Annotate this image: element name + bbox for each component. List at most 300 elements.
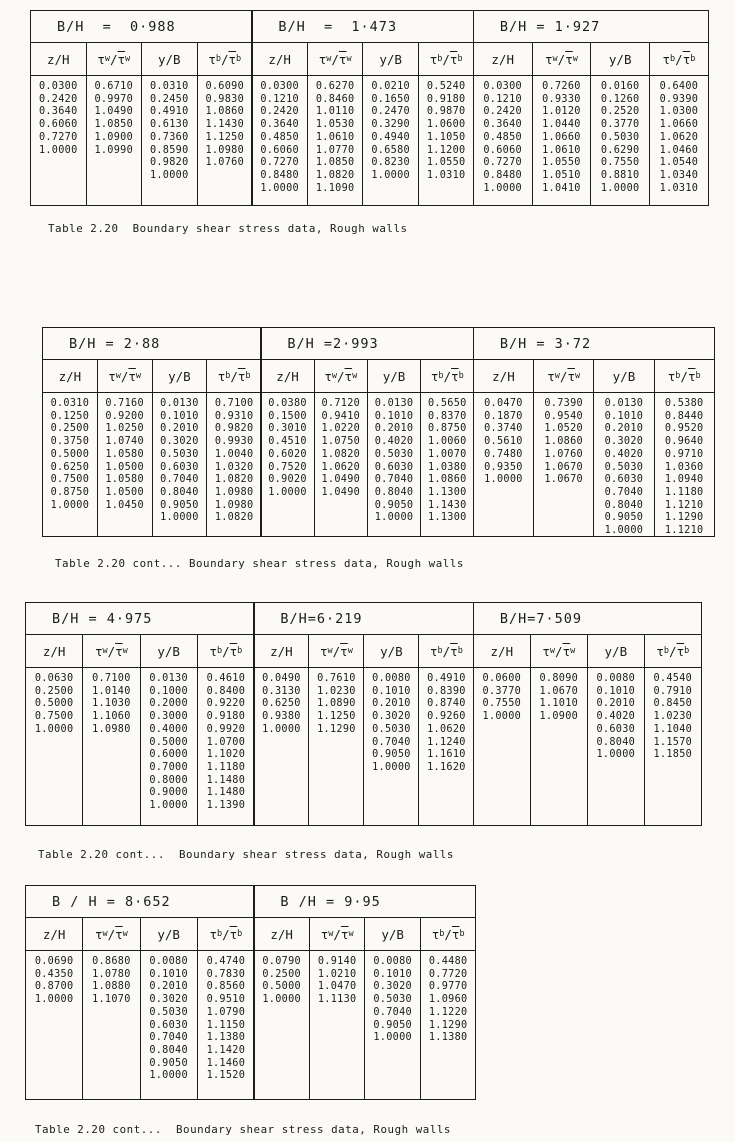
bh-ratio-header: B / H = 8·652 xyxy=(26,886,254,918)
value-cell: 1.1040 xyxy=(653,723,693,735)
value-cell: 0.8750 xyxy=(427,423,467,435)
column-header: τ w / $\overline{\tau}$ w xyxy=(310,918,365,951)
value-cell: 1.0000 xyxy=(260,182,299,194)
table-caption: Table 2.20 Boundary shear stress data, Rough walls xyxy=(48,221,408,235)
table-column xyxy=(363,43,419,205)
column-header-text: τ xyxy=(319,643,328,659)
value-list xyxy=(252,76,307,195)
value-cell: 1.0000 xyxy=(371,169,410,181)
column-header: τ b / $\overline{\tau}$ b xyxy=(198,43,253,76)
column-header-text: τ xyxy=(320,926,329,942)
value-cell: 0.5030 xyxy=(149,1006,188,1018)
table-column xyxy=(421,360,473,536)
value-cell: 0.7040 xyxy=(373,1006,412,1018)
value-cell: 1.1620 xyxy=(427,761,466,773)
column-header-text: $\overline{\tau}$ xyxy=(115,643,123,659)
value-cell: 0.7270 xyxy=(260,157,299,169)
value-cell: 1.0670 xyxy=(544,461,583,473)
table-group-bh-288-2993-372 xyxy=(42,327,718,537)
column-header-text: / xyxy=(109,51,118,67)
value-cell: 0.5030 xyxy=(372,723,411,735)
value-cell: 1.0000 xyxy=(373,1032,412,1044)
value-cell: 1.0760 xyxy=(205,157,245,169)
column-header-text: / xyxy=(442,643,451,659)
value-cell: 1.0740 xyxy=(105,436,144,448)
value-cell: 1.0510 xyxy=(542,169,581,181)
column-header-text: τ xyxy=(94,926,103,942)
column-header-text: τ xyxy=(656,643,664,659)
subtable-body xyxy=(26,635,254,825)
value-cell: 0.6580 xyxy=(371,144,410,156)
value-cell: 0.7040 xyxy=(372,736,411,748)
value-cell: 1.0750 xyxy=(321,436,361,448)
table-column xyxy=(308,43,364,205)
table-column xyxy=(26,635,83,825)
value-cell: 1.1610 xyxy=(427,749,466,761)
column-header-text: τ xyxy=(667,368,676,384)
column-header-text: / xyxy=(669,643,677,659)
value-cell: 0.8700 xyxy=(34,981,74,993)
bh-ratio-header: B/H = 3·72 xyxy=(474,328,714,360)
value-cell: 1.0620 xyxy=(427,723,466,735)
tables-row xyxy=(25,602,705,826)
bh-ratio-header: B /H = 9·95 xyxy=(254,886,475,918)
column-header-text: $\overline{\tau}$ xyxy=(565,51,573,67)
bh-ratio-header: B/H = 1·473 xyxy=(252,11,473,43)
value-cell: 0.5650 xyxy=(427,398,467,409)
column-header xyxy=(26,918,82,951)
value-cell: 0.9390 xyxy=(659,93,699,105)
value-cell: 0.5030 xyxy=(600,131,640,143)
value-cell: 1.0980 xyxy=(92,723,131,735)
column-header xyxy=(474,360,533,393)
bh-subtable xyxy=(473,602,702,826)
value-cell: 1.1520 xyxy=(206,1070,246,1082)
value-cell: 0.8440 xyxy=(664,410,704,422)
value-cell: 1.0820 xyxy=(214,512,254,524)
subtable-body xyxy=(26,918,254,1099)
value-cell: 0.2500 xyxy=(262,968,301,980)
value-cell: 0.0080 xyxy=(149,956,188,967)
value-cell: 0.7500 xyxy=(34,711,74,723)
value-list xyxy=(308,76,363,195)
value-cell: 1.0850 xyxy=(315,157,355,169)
column-header-text: z/H xyxy=(42,926,66,942)
column-header-text: τ xyxy=(429,51,438,67)
value-cell: 0.9410 xyxy=(321,410,361,422)
table-column xyxy=(474,360,534,536)
value-list xyxy=(198,668,254,813)
bh-subtable xyxy=(42,327,262,537)
value-cell: 0.9770 xyxy=(428,981,468,993)
column-header-text: / xyxy=(230,368,238,384)
table-column xyxy=(531,635,588,825)
value-list xyxy=(83,668,139,737)
column-header-text: / xyxy=(222,926,230,942)
value-list xyxy=(421,951,476,1045)
value-cell: 1.0230 xyxy=(653,711,693,723)
value-list xyxy=(26,668,82,737)
value-cell: 0.6030 xyxy=(604,474,644,486)
value-cell: 0.9920 xyxy=(206,723,246,735)
value-cell: 0.8400 xyxy=(206,685,246,697)
value-cell: 0.9350 xyxy=(484,461,523,473)
value-cell: 1.0660 xyxy=(659,119,699,131)
value-cell: 1.0900 xyxy=(539,711,579,723)
value-list xyxy=(591,76,649,195)
value-list xyxy=(594,393,653,538)
subtable-body xyxy=(474,360,714,536)
value-cell: 0.7610 xyxy=(317,673,356,684)
column-header-text: $\overline{\tau}$ xyxy=(451,926,460,942)
value-cell: 0.1010 xyxy=(374,410,414,422)
column-header-text: z/H xyxy=(492,368,515,384)
value-list xyxy=(474,393,533,487)
column-header: τ w / $\overline{\tau}$ w xyxy=(83,918,139,951)
value-cell: 1.1210 xyxy=(664,499,704,511)
value-cell: 1.1430 xyxy=(427,499,467,511)
value-cell: 1.0500 xyxy=(105,461,144,473)
value-cell: 0.0130 xyxy=(149,673,188,684)
value-cell: 0.6710 xyxy=(94,81,134,92)
value-cell: 0.7550 xyxy=(600,157,640,169)
value-cell: 1.0550 xyxy=(426,157,466,169)
value-cell: 0.2420 xyxy=(483,106,522,118)
value-cell: 0.0380 xyxy=(268,398,307,409)
subtable-body xyxy=(31,43,252,205)
value-cell: 0.1210 xyxy=(483,93,522,105)
column-header-text: $\overline{\tau}$ xyxy=(229,643,238,659)
value-cell: 0.7720 xyxy=(428,968,468,980)
value-cell: 0.6030 xyxy=(596,723,636,735)
value-cell: 1.0000 xyxy=(262,994,301,1006)
value-cell: 0.8090 xyxy=(539,673,579,684)
table-column xyxy=(252,43,308,205)
value-cell: 0.3020 xyxy=(604,436,644,448)
bh-subtable xyxy=(25,602,255,826)
value-cell: 1.0310 xyxy=(426,169,466,181)
column-header-text: z/H xyxy=(268,51,291,67)
value-cell: 0.6030 xyxy=(374,461,414,473)
value-cell: 0.3640 xyxy=(38,106,78,118)
value-cell: 0.4000 xyxy=(149,723,188,735)
column-header-text: / xyxy=(337,368,345,384)
value-cell: 1.0210 xyxy=(317,968,357,980)
value-cell: 0.7040 xyxy=(149,1032,188,1044)
value-cell: 0.0300 xyxy=(483,81,522,92)
value-cell: 1.0980 xyxy=(214,486,254,498)
value-cell: 0.9520 xyxy=(664,423,704,435)
value-list xyxy=(254,668,308,737)
subtable-body xyxy=(474,635,701,825)
column-header-text: y/B xyxy=(604,643,628,659)
value-cell: 0.8000 xyxy=(149,774,188,786)
value-cell: 1.0540 xyxy=(659,157,699,169)
column-header xyxy=(261,360,313,393)
value-list xyxy=(588,668,644,762)
value-cell: 1.0470 xyxy=(317,981,357,993)
value-cell: 0.7910 xyxy=(653,685,693,697)
column-header-text: τ xyxy=(97,51,105,67)
value-cell: 0.6060 xyxy=(483,144,522,156)
value-cell: 0.0080 xyxy=(373,956,412,967)
table-column xyxy=(83,635,140,825)
bh-subtable xyxy=(253,885,476,1100)
value-cell: 0.8390 xyxy=(427,685,466,697)
value-cell: 0.6060 xyxy=(260,144,299,156)
value-list xyxy=(198,76,253,170)
column-header-text: y/B xyxy=(612,368,636,384)
column-header-text: $\overline{\tau}$ xyxy=(562,643,571,659)
column-header xyxy=(363,43,418,76)
value-cell: 1.0410 xyxy=(542,182,581,194)
value-list xyxy=(645,668,701,762)
value-cell: 0.1870 xyxy=(484,410,523,422)
value-cell: 0.8810 xyxy=(600,169,640,181)
value-cell: 0.0210 xyxy=(371,81,410,92)
value-cell: 0.7360 xyxy=(149,131,189,143)
subtable-body xyxy=(254,918,475,1099)
column-header xyxy=(591,43,649,76)
column-header xyxy=(26,635,82,668)
value-list xyxy=(531,668,587,724)
column-header-text: $\overline{\tau}$ xyxy=(229,926,238,942)
value-cell: 0.8040 xyxy=(160,486,199,498)
table-caption: Table 2.20 cont... Boundary shear stress data, Rough walls xyxy=(55,556,464,570)
value-cell: 0.3290 xyxy=(371,119,410,131)
value-cell: 0.9510 xyxy=(206,994,246,1006)
value-cell: 0.6400 xyxy=(659,81,699,92)
value-cell: 0.3000 xyxy=(149,711,188,723)
value-cell: 0.8230 xyxy=(371,157,410,169)
column-header xyxy=(474,43,532,76)
subtable-body xyxy=(43,360,261,536)
column-header xyxy=(254,918,309,951)
column-header xyxy=(141,635,197,668)
table-column xyxy=(591,43,650,205)
value-cell: 1.0980 xyxy=(205,144,245,156)
column-header-text: $\overline{\tau}$ xyxy=(682,51,691,67)
column-header xyxy=(252,43,307,76)
column-header xyxy=(153,360,207,393)
value-cell: 0.7480 xyxy=(484,448,523,460)
value-list xyxy=(315,393,367,500)
value-cell: 1.0000 xyxy=(149,1070,188,1082)
value-cell: 0.4350 xyxy=(34,968,74,980)
value-cell: 1.0000 xyxy=(374,512,414,524)
value-cell: 0.8040 xyxy=(374,486,414,498)
bh-ratio-header: B/H =2·993 xyxy=(261,328,473,360)
value-cell: 1.1850 xyxy=(653,749,693,761)
value-list xyxy=(254,951,309,1007)
column-header-text: / xyxy=(331,51,339,67)
value-cell: 0.6250 xyxy=(50,461,90,473)
value-list xyxy=(98,393,152,512)
value-cell: 1.0990 xyxy=(94,144,134,156)
value-cell: 0.9640 xyxy=(664,436,704,448)
value-cell: 1.0320 xyxy=(214,461,254,473)
value-cell: 1.1380 xyxy=(428,1032,468,1044)
value-cell: 1.0000 xyxy=(604,525,644,537)
value-cell: 1.1200 xyxy=(426,144,466,156)
value-cell: 0.0130 xyxy=(374,398,414,409)
tables-row xyxy=(30,10,712,206)
table-column xyxy=(650,43,708,205)
column-header-text: y/B xyxy=(380,643,403,659)
value-cell: 1.0820 xyxy=(315,169,355,181)
value-cell: 1.0520 xyxy=(544,423,583,435)
value-cell: 0.2010 xyxy=(372,698,411,710)
column-header-text: y/B xyxy=(157,926,180,942)
value-cell: 1.0060 xyxy=(427,436,467,448)
value-list xyxy=(364,668,418,775)
column-header-text: z/H xyxy=(46,51,70,67)
table-column xyxy=(588,635,645,825)
value-cell: 1.1090 xyxy=(315,182,355,194)
value-list xyxy=(363,76,418,183)
value-cell: 0.9000 xyxy=(149,787,188,799)
column-header-text: / xyxy=(675,51,683,67)
table-column xyxy=(198,635,254,825)
value-cell: 0.1010 xyxy=(149,968,188,980)
value-cell: 1.0000 xyxy=(38,144,78,156)
tables-row xyxy=(25,885,478,1100)
value-cell: 0.2010 xyxy=(596,698,636,710)
value-cell: 1.0940 xyxy=(664,474,704,486)
table-column xyxy=(594,360,654,536)
value-cell: 1.0860 xyxy=(544,436,583,448)
column-header: τ b / $\overline{\tau}$ b xyxy=(650,43,708,76)
column-header-text: y/B xyxy=(379,51,402,67)
value-cell: 0.6000 xyxy=(149,749,188,761)
value-cell: 1.1180 xyxy=(206,761,246,773)
value-cell: 0.8680 xyxy=(92,956,131,967)
value-cell: 0.6250 xyxy=(262,698,301,710)
bh-subtable xyxy=(473,10,709,206)
value-cell: 1.0000 xyxy=(34,994,74,1006)
value-cell: 0.1010 xyxy=(596,685,636,697)
value-list xyxy=(533,76,591,195)
bh-ratio-header: B/H = 1·927 xyxy=(474,11,708,43)
value-list xyxy=(198,951,254,1083)
table-column xyxy=(98,360,153,536)
table-group-bh-8652-995 xyxy=(25,885,478,1100)
column-header-text: $\overline{\tau}$ xyxy=(237,368,246,384)
bh-subtable xyxy=(30,10,253,206)
column-header-text: y/B xyxy=(382,368,406,384)
value-cell: 1.0000 xyxy=(149,169,189,181)
value-cell: 1.0760 xyxy=(544,448,583,460)
table-column xyxy=(474,635,531,825)
value-cell: 1.1480 xyxy=(206,787,246,799)
column-header-text: z/H xyxy=(490,643,514,659)
column-header-text: τ xyxy=(208,51,216,67)
column-header-text: $\overline{\tau}$ xyxy=(687,368,696,384)
value-cell: 0.4610 xyxy=(206,673,246,684)
value-list xyxy=(153,393,207,525)
table-column xyxy=(365,918,421,1099)
value-cell: 1.0000 xyxy=(600,182,640,194)
column-header-text: z/H xyxy=(270,926,293,942)
value-cell: 0.5000 xyxy=(34,698,74,710)
column-header-text: / xyxy=(107,926,116,942)
value-cell: 0.6270 xyxy=(315,81,355,92)
value-cell: 0.0490 xyxy=(262,673,301,684)
bh-ratio-header: B/H = 4·975 xyxy=(26,603,254,635)
column-header: τ w / $\overline{\tau}$ w xyxy=(98,360,152,393)
value-cell: 1.0000 xyxy=(34,723,74,735)
column-header-text: τ xyxy=(324,368,332,384)
column-header-text: τ xyxy=(545,51,553,67)
table-column xyxy=(421,918,476,1099)
column-header: τ b / $\overline{\tau}$ b xyxy=(421,918,476,951)
value-cell: 0.8750 xyxy=(50,486,90,498)
value-cell: 0.3770 xyxy=(482,685,522,697)
value-cell: 0.3020 xyxy=(372,711,411,723)
value-cell: 0.3020 xyxy=(373,981,412,993)
value-cell: 1.0450 xyxy=(105,499,144,511)
value-cell: 1.0040 xyxy=(214,448,254,460)
value-cell: 0.4740 xyxy=(206,956,246,967)
value-cell: 1.0000 xyxy=(149,800,188,812)
table-column xyxy=(87,43,143,205)
value-cell: 0.7040 xyxy=(604,486,644,498)
value-cell: 0.0470 xyxy=(484,398,523,409)
column-header-text: / xyxy=(680,368,688,384)
value-cell: 1.0700 xyxy=(206,736,246,748)
column-header-text: / xyxy=(555,643,563,659)
value-cell: 0.7270 xyxy=(38,131,78,143)
column-header-text: / xyxy=(222,643,230,659)
value-cell: 0.5030 xyxy=(373,994,412,1006)
value-cell: 0.2470 xyxy=(371,106,410,118)
subtable-body xyxy=(261,360,473,536)
value-cell: 0.0630 xyxy=(34,673,74,684)
column-header-text: y/B xyxy=(168,368,191,384)
column-header-text: $\overline{\tau}$ xyxy=(340,926,349,942)
column-header-text: / xyxy=(120,368,129,384)
value-cell: 0.3020 xyxy=(160,436,199,448)
column-header xyxy=(594,360,653,393)
value-cell: 1.0380 xyxy=(427,461,467,473)
value-list xyxy=(43,393,97,512)
value-cell: 0.0600 xyxy=(482,673,522,684)
value-cell: 1.0620 xyxy=(659,131,699,143)
column-header: τ w / $\overline{\tau}$ w xyxy=(308,43,363,76)
column-header-text: $\overline{\tau}$ xyxy=(117,51,126,67)
bh-ratio-header: B/H = 0·988 xyxy=(31,11,252,43)
value-list xyxy=(650,76,708,195)
value-cell: 1.1030 xyxy=(92,698,131,710)
value-cell: 0.2010 xyxy=(374,423,414,435)
column-header-text: z/H xyxy=(270,643,293,659)
value-cell: 1.0670 xyxy=(544,474,583,486)
value-cell: 0.9830 xyxy=(205,93,245,105)
value-cell: 0.0300 xyxy=(260,81,299,92)
value-cell: 1.0120 xyxy=(542,106,581,118)
value-cell: 0.3010 xyxy=(268,423,307,435)
table-group-bh-0988-1473-1927 xyxy=(30,10,712,206)
value-cell: 0.2010 xyxy=(604,423,644,435)
table-column xyxy=(261,360,314,536)
value-cell: 0.9200 xyxy=(105,410,144,422)
value-cell: 0.5000 xyxy=(149,736,188,748)
value-cell: 1.0580 xyxy=(105,474,144,486)
value-cell: 1.0440 xyxy=(542,119,581,131)
value-cell: 0.8480 xyxy=(483,169,522,181)
table-column xyxy=(474,43,533,205)
value-cell: 1.0670 xyxy=(539,685,579,697)
